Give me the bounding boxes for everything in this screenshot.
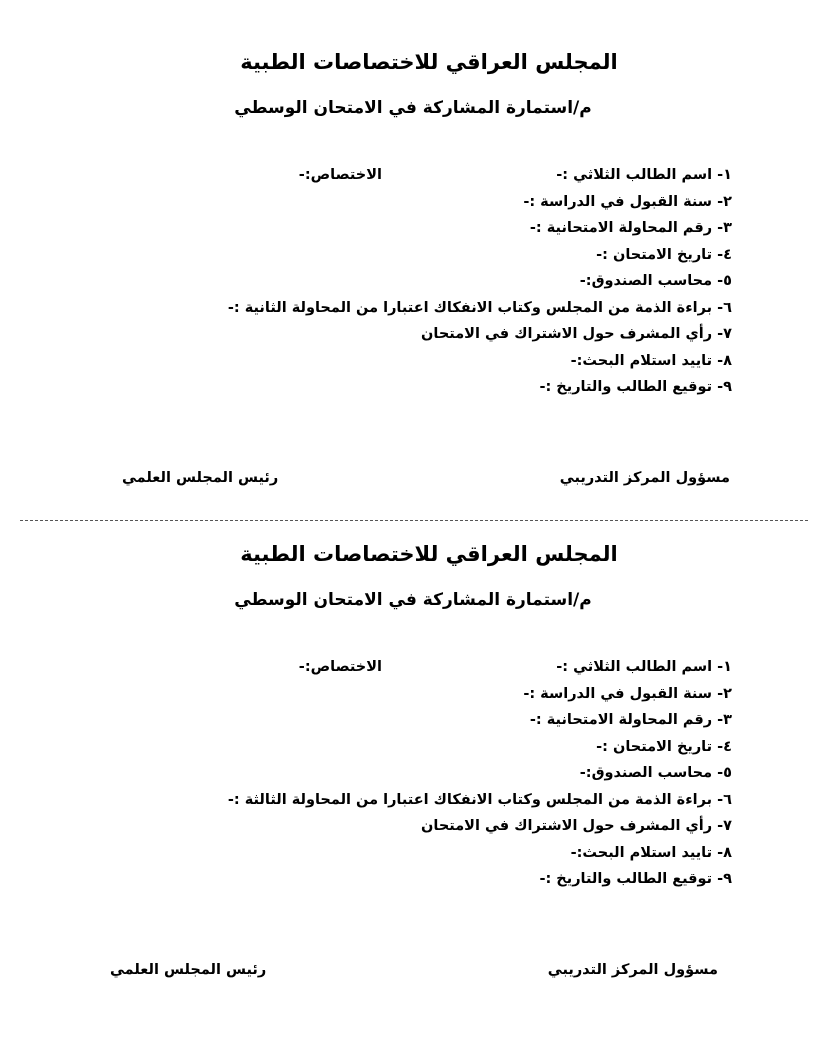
signature-training-center: مسؤول المركز التدريبي [559,470,730,486]
field-fund-accountant: ٥- محاسب الصندوق:- [579,273,732,289]
field-exam-date: ٤- تاريخ الامتحان :- [596,246,732,263]
signature-council-head: رئيس المجلس العلمي [122,470,279,486]
field-student-signature: ٩- توقيع الطالب والتاريخ :- [539,379,732,395]
form-subtitle: م/استمارة المشاركة في الامتحان الوسطي [234,590,592,610]
field-research-receipt: ٨- تاييد استلام البحث:- [570,844,732,861]
field-label: ١- اسم الطالب الثلاثي :- [556,167,732,183]
participation-form-first [0,0,816,500]
field-clearance: ٦- براءة الذمة من المجلس وكتاب الانفكاك اعتبارا من المحاولة الثالثة :- [227,791,732,808]
field-research-receipt: ٨- تاييد استلام البحث:- [570,352,732,369]
field-label: ١- اسم الطالب الثلاثي :- [556,659,732,675]
signature-council-head: رئيس المجلس العلمي [110,962,267,978]
field-student-signature: ٩- توقيع الطالب والتاريخ :- [539,871,732,887]
council-title: المجلس العراقي للاختصاصات الطبية [240,542,618,566]
field-admission-year: ٢- سنة القبول في الدراسة :- [523,685,732,702]
field-attempt-number: ٣- رقم المحاولة الامتحانية :- [529,220,732,236]
field-student-name [32,162,732,189]
form-subtitle: م/استمارة المشاركة في الامتحان الوسطي [234,98,592,118]
field-specialty: الاختصاص:- [298,659,382,675]
field-student-name [32,654,732,681]
field-exam-date: ٤- تاريخ الامتحان :- [596,738,732,755]
field-clearance: ٦- براءة الذمة من المجلس وكتاب الانفكاك اعتبارا من المحاولة الثانية :- [227,299,732,316]
field-admission-year: ٢- سنة القبول في الدراسة :- [523,193,732,210]
form-fields-list [32,162,732,401]
participation-form-second [0,492,816,992]
field-specialty: الاختصاص:- [298,167,382,183]
signature-training-center: مسؤول المركز التدريبي [547,962,718,978]
field-supervisor-opinion: ٧- رأي المشرف حول الاشتراك في الامتحان [421,326,732,342]
field-supervisor-opinion: ٧- رأي المشرف حول الاشتراك في الامتحان [421,818,732,834]
field-fund-accountant: ٥- محاسب الصندوق:- [579,765,732,781]
form-fields-list [32,654,732,893]
council-title: المجلس العراقي للاختصاصات الطبية [240,50,618,74]
field-attempt-number: ٣- رقم المحاولة الامتحانية :- [529,712,732,728]
